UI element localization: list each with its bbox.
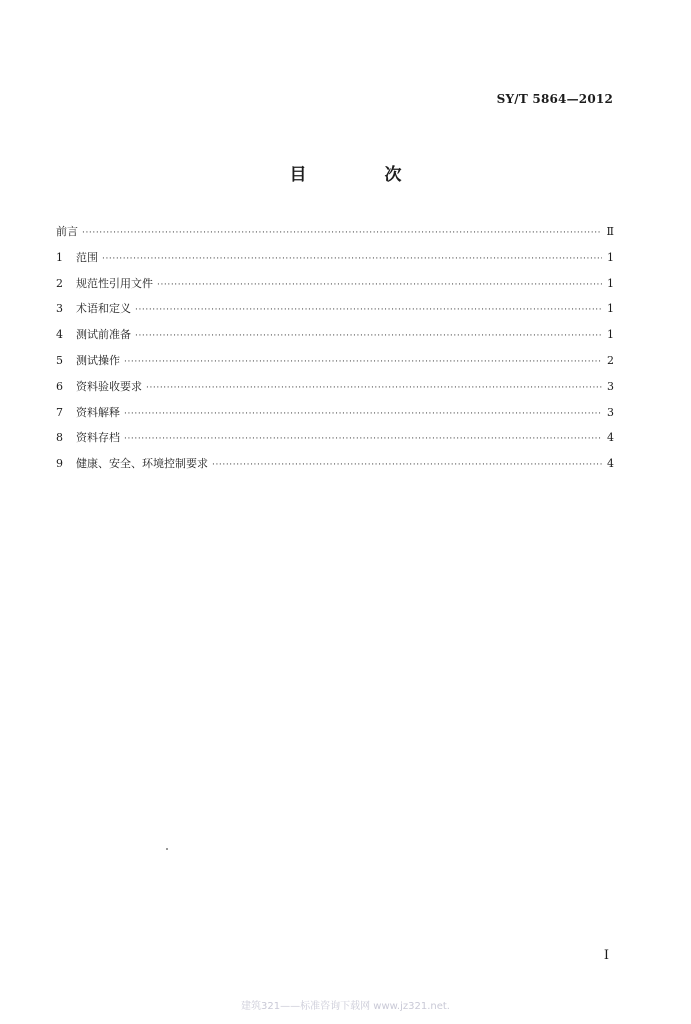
toc-entry-scope[interactable] xyxy=(56,250,614,276)
toc-entry-foreword[interactable] xyxy=(56,224,614,250)
toc-title: 目 次 xyxy=(289,165,438,185)
toc-entry-title: 范围 xyxy=(76,250,98,264)
dot-leader xyxy=(124,354,602,370)
dot-leader xyxy=(82,225,602,241)
toc-entry-title: 资料验收要求 xyxy=(76,379,142,393)
toc-entry-number: 2 xyxy=(56,276,63,290)
toc-entry-title: 资料存档 xyxy=(76,431,120,445)
dot-leader xyxy=(124,406,602,422)
dot-leader xyxy=(212,457,602,473)
toc-entry-number: 5 xyxy=(56,353,63,367)
toc-entry-page: 4 xyxy=(607,457,614,471)
toc-entry-test-operation[interactable] xyxy=(56,353,614,379)
toc-entry-title: 资料解释 xyxy=(76,405,120,419)
toc-entry-data-interpretation[interactable] xyxy=(56,405,614,431)
toc-entry-data-archiving[interactable] xyxy=(56,430,614,456)
toc-entry-number: 8 xyxy=(56,431,63,445)
toc-entry-page: 3 xyxy=(607,379,614,393)
standard-code: SY/T 5864—2012 xyxy=(496,92,613,106)
dot-leader xyxy=(124,431,602,447)
toc-entry-title: 规范性引用文件 xyxy=(76,276,153,290)
dot-leader xyxy=(135,302,602,318)
dot-leader xyxy=(157,277,602,293)
toc-entry-normative-references[interactable] xyxy=(56,276,614,302)
watermark-text: 建筑321——标准咨询下载网 www.jz321.net. xyxy=(241,1001,450,1012)
toc-entry-number: 4 xyxy=(56,328,63,342)
toc-entry-page: 3 xyxy=(607,405,614,419)
page-number: Ⅰ xyxy=(603,948,609,963)
toc-entry-test-preparation[interactable] xyxy=(56,327,614,353)
toc-entry-hse-requirements[interactable] xyxy=(56,456,614,482)
dot-leader xyxy=(135,328,602,344)
toc-entry-page: 1 xyxy=(607,328,614,342)
toc-entry-title: 术语和定义 xyxy=(76,302,131,316)
toc-entry-number: 1 xyxy=(56,250,63,264)
toc-entry-page: 1 xyxy=(607,276,614,290)
toc-entry-title: 前言 xyxy=(56,225,78,238)
toc-entry-data-acceptance[interactable] xyxy=(56,379,614,405)
toc-entry-page: 1 xyxy=(607,302,614,316)
toc-entry-number: 6 xyxy=(56,379,63,393)
toc-entry-title: 测试前准备 xyxy=(76,328,131,342)
toc-entry-page: Ⅱ xyxy=(606,225,614,238)
toc-entry-number: 9 xyxy=(56,457,63,471)
toc-entry-title: 测试操作 xyxy=(76,353,120,367)
toc-entry-page: 1 xyxy=(607,250,614,264)
toc-entry-number: 7 xyxy=(56,405,63,419)
toc-entry-title: 健康、安全、环境控制要求 xyxy=(76,457,208,471)
toc-entry-page: 2 xyxy=(607,353,614,367)
table-of-contents xyxy=(56,224,614,482)
toc-entry-number: 3 xyxy=(56,302,63,316)
dot-leader xyxy=(146,380,602,396)
dot-leader xyxy=(102,251,602,267)
toc-entry-page: 4 xyxy=(607,431,614,445)
toc-entry-terms-definitions[interactable] xyxy=(56,301,614,327)
scan-speck xyxy=(166,848,168,850)
